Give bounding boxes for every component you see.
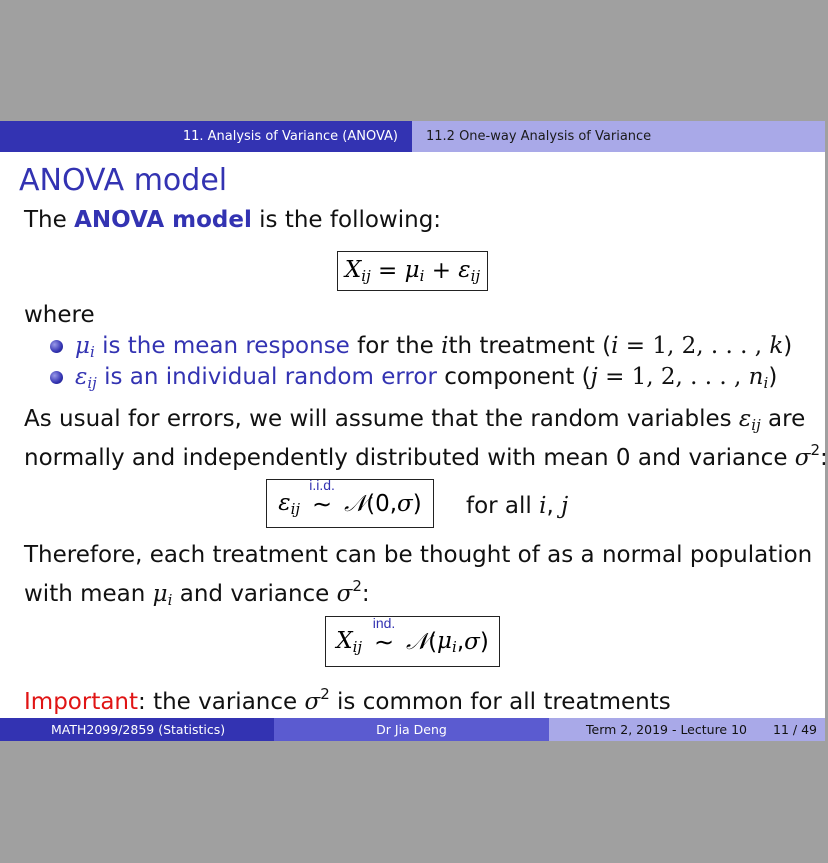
important-note: Important: the variance $\sigma^2$ is common for all treatments xyxy=(24,685,671,715)
footer-term: Term 2, 2019 - Lecture 10 xyxy=(586,722,748,737)
iid-label: i.i.d. xyxy=(309,476,335,493)
bullet-mean-response: $\mu_i$ is the mean response for the ith treatment (i = 1, 2, . . . , k) xyxy=(75,333,793,361)
for-all-ij: for all i, j xyxy=(466,493,569,519)
para1-line1: As usual for errors, we will assume that the random variables $\varepsilon_{ij}$ are xyxy=(24,406,806,434)
bullet-icon xyxy=(50,340,63,353)
para2-line1: Therefore, each treatment can be thought of as a normal population xyxy=(24,542,813,568)
important-label: Important xyxy=(24,689,139,715)
where-label: where xyxy=(24,302,95,328)
frame-title: ANOVA model xyxy=(19,163,228,198)
intro-bold: ANOVA model xyxy=(74,207,252,233)
anova-equation-box: $X_{ij}$ = $\mu_i$ + $\varepsilon_{ij}$ xyxy=(337,251,488,291)
iid-distribution-box: $\varepsilon_{ij}$ i.i.d. ∼ 𝒩 (0, σ ) xyxy=(266,479,434,528)
header-section[interactable]: 11. Analysis of Variance (ANOVA) xyxy=(0,121,412,152)
footer-right[interactable] xyxy=(549,718,825,741)
bullet-icon xyxy=(50,371,63,384)
footer-course[interactable]: MATH2099/2859 (Statistics) xyxy=(0,718,274,741)
ind-label: ind. xyxy=(372,614,396,631)
ind-distribution-box: $X_{ij}$ ind. ∼ 𝒩 ( $\mu_i$ , σ ) xyxy=(325,616,500,667)
footer-page-number: 11 / 49 xyxy=(773,722,817,737)
intro-line: The ANOVA model is the following: xyxy=(24,207,442,233)
para1-line2: normally and independently distributed with mean 0 and variance $\sigma^2$: xyxy=(24,441,828,471)
footer-author[interactable]: Dr Jia Deng xyxy=(274,718,549,741)
slide xyxy=(0,121,828,741)
bullet-random-error: $\varepsilon_{ij}$ is an individual random error component (j = 1, 2, . . . , $n_i$) xyxy=(75,364,778,392)
header-subsection[interactable]: 11.2 One-way Analysis of Variance xyxy=(412,121,825,152)
para2-line2: with mean $\mu_i$ and variance $\sigma^2$: xyxy=(24,577,370,609)
